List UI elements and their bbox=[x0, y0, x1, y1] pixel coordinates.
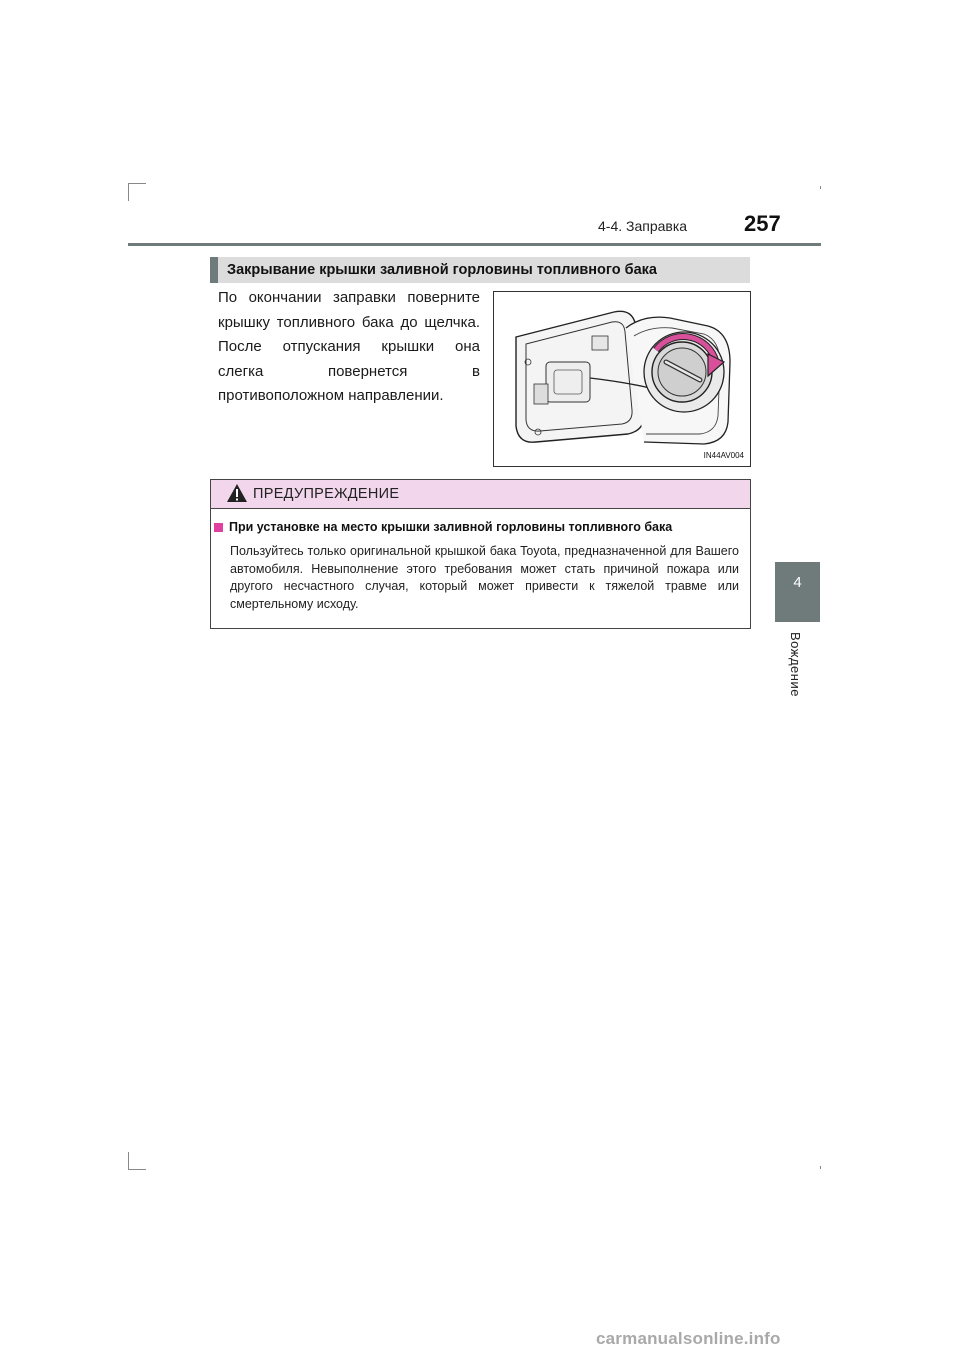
header-section-title: 4-4. Заправка bbox=[598, 218, 688, 234]
section-heading-bar bbox=[210, 257, 750, 283]
chapter-tab bbox=[775, 562, 820, 622]
body-line: крышку топливного бака до щелчка. bbox=[218, 313, 480, 331]
warning-title: ПРЕДУПРЕЖДЕНИЕ bbox=[253, 486, 400, 502]
header-rule bbox=[128, 243, 821, 246]
fuel-cap-illustration bbox=[493, 291, 751, 467]
section-heading: Закрывание крышки заливной горловины топливного бака bbox=[227, 262, 657, 278]
crop-mark-bottom-right bbox=[820, 1166, 821, 1169]
figure-code: IN44AV004 bbox=[703, 451, 744, 460]
warning-box bbox=[210, 479, 751, 629]
body-line: противоположном направлении. bbox=[218, 387, 444, 404]
crop-mark-bottom-left-v bbox=[128, 1152, 129, 1170]
body-line: После отпускания крышки она bbox=[218, 338, 480, 355]
body-line: слегка повернется в bbox=[218, 362, 480, 380]
page-number: 257 bbox=[744, 211, 781, 236]
crop-mark-top-right bbox=[820, 186, 821, 189]
crop-mark-top-left-v bbox=[128, 183, 129, 201]
chapter-number: 4 bbox=[793, 574, 802, 591]
section-heading-accent bbox=[210, 257, 218, 283]
warning-text: Пользуйтесь только оригинальной крышкой бака Toyota, предназначенной для Вашего автомобиля. Невыполнение этого требования может стать причиной пожара или другого несчастного случая, который может привести к тяжелой травме или смертельному исходу. bbox=[230, 544, 739, 611]
crop-mark-bottom-left-h bbox=[128, 1169, 146, 1170]
warning-triangle-icon bbox=[226, 483, 248, 503]
body-paragraph bbox=[218, 286, 480, 409]
fuel-door-drawing bbox=[494, 292, 750, 466]
footer-watermark[interactable]: carmanualsonline.info bbox=[596, 1329, 781, 1348]
warning-subtitle: При установке на место крышки заливной горловины топливного бака bbox=[229, 520, 673, 534]
chapter-label: Вождение bbox=[788, 632, 803, 697]
body-line: По окончании заправки поверните bbox=[218, 289, 480, 306]
warning-header bbox=[211, 480, 750, 509]
warning-bullet-icon bbox=[214, 523, 223, 532]
crop-mark-top-left-h bbox=[128, 183, 146, 184]
